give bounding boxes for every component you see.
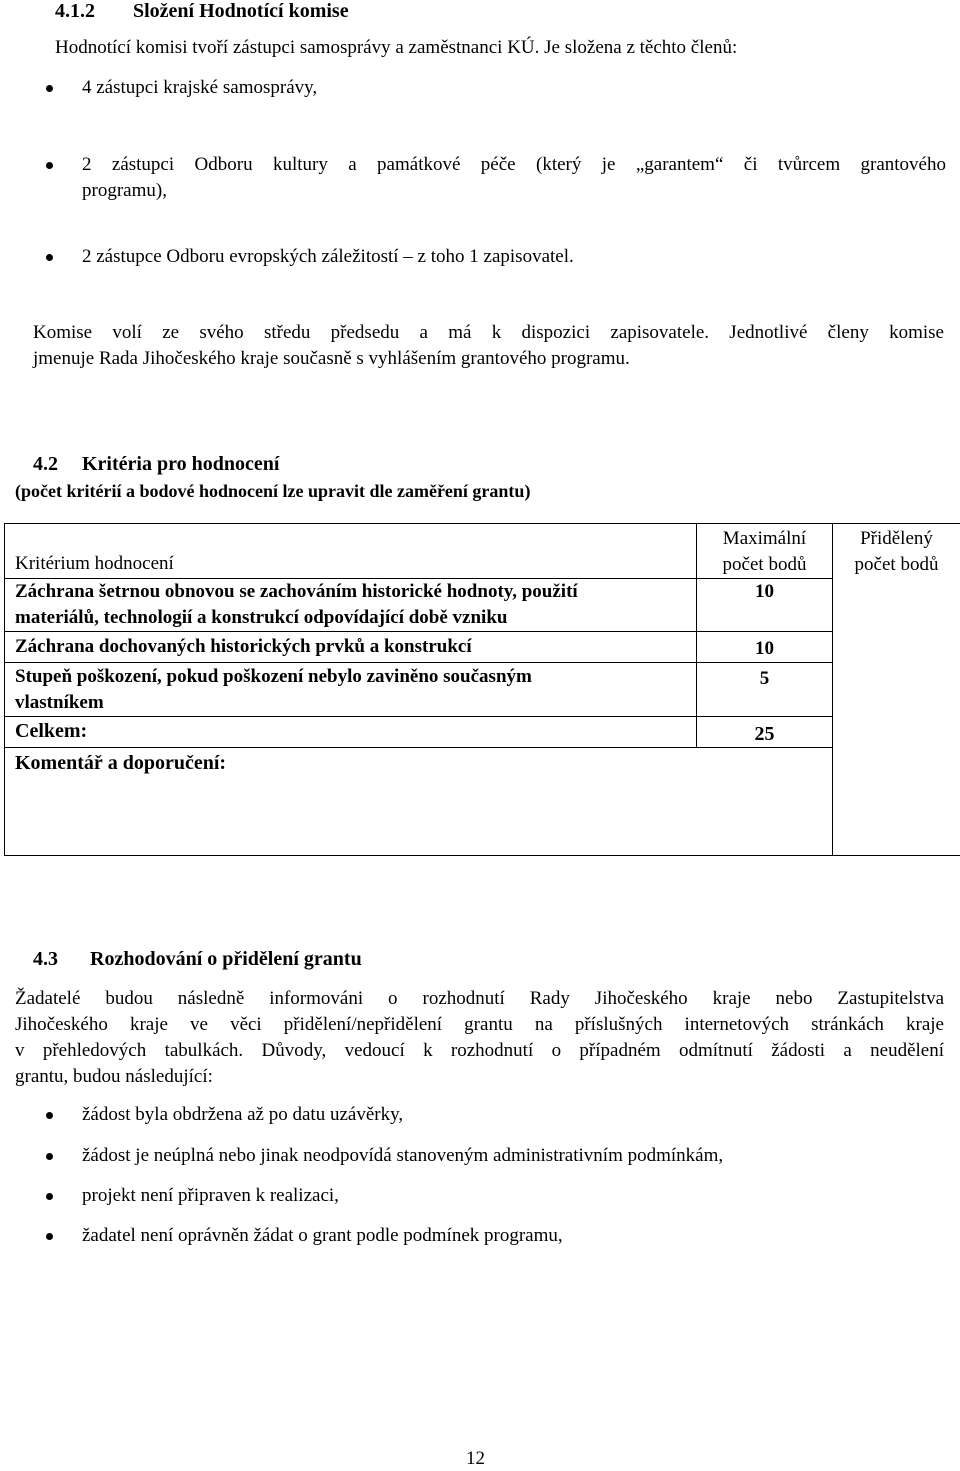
- member-item: 4 zástupci krajské samosprávy,: [82, 77, 318, 98]
- section-number: 4.2: [33, 453, 58, 475]
- paragraph-line: Komise volí ze svého středu předsedu a má k dispozici zapisovatele. Jednotlivé členy komise: [33, 322, 944, 343]
- member-item: [82, 152, 946, 204]
- section-heading-412: [55, 0, 349, 22]
- reason-item: žádost byla obdržena až po datu uzávěrky,: [82, 1104, 404, 1125]
- max-points-cell: 10: [697, 632, 833, 663]
- criterion-cell: [5, 663, 697, 717]
- col-header-line: Přidělený: [860, 528, 933, 549]
- paragraph-line: Žadatelé budou následně informováni o rozhodnutí Rady Jihočeského kraje nebo Zastupitelstva: [15, 988, 944, 1009]
- total-label: Celkem:: [5, 717, 697, 748]
- table-comment-row: [5, 748, 960, 856]
- criteria-table: [4, 523, 960, 856]
- section-heading-42: [33, 452, 279, 476]
- reason-item: projekt není připraven k realizaci,: [82, 1185, 339, 1206]
- section-title: Rozhodování o přidělení grantu: [90, 948, 362, 970]
- paragraph-line: Jihočeského kraje ve věci přidělení/nepřidělení grantu na příslušných internetových stránkách kraje: [15, 1014, 944, 1035]
- section-title: Kritéria pro hodnocení: [82, 453, 280, 475]
- table-header-row: [5, 524, 960, 579]
- committee-intro: Hodnotící komisi tvoří zástupci samosprávy a zaměstnanci KÚ. Je složena z těchto členů:: [55, 37, 738, 58]
- section-number: 4.1.2: [55, 0, 95, 22]
- member-item: 2 zástupce Odboru evropských záležitostí – z toho 1 zapisovatel.: [82, 246, 574, 267]
- bullet-icon: [46, 162, 53, 169]
- decision-paragraph: [15, 986, 944, 1090]
- paragraph-line: jmenuje Rada Jihočeského kraje současně s vyhlášením grantového programu.: [33, 348, 630, 369]
- comment-cell: Komentář a doporučení:: [5, 748, 833, 856]
- total-value: 25: [697, 717, 833, 748]
- bullet-icon: [46, 1153, 53, 1160]
- criterion-line: Stupeň poškození, pokud poškození nebylo zaviněno současným: [15, 666, 532, 687]
- table-row: [5, 632, 960, 663]
- member-item-line: 2 zástupci Odboru kultury a památkové péče (který je „garantem“ či tvůrcem grantového: [82, 154, 946, 175]
- criterion-line: Záchrana šetrnou obnovou se zachováním historické hodnoty, použití: [15, 581, 578, 602]
- bullet-icon: [46, 254, 53, 261]
- reason-item: žadatel není oprávněn žádat o grant podle podmínek programu,: [82, 1225, 563, 1246]
- committee-paragraph: [33, 320, 944, 372]
- page-number: 12: [466, 1448, 485, 1469]
- section-heading-43: [33, 946, 362, 972]
- col-header-criterion: Kritérium hodnocení: [5, 524, 697, 579]
- col-header-line: počet bodů: [722, 554, 807, 575]
- paragraph-line: v přehledových tabulkách. Důvody, vedoucí k rozhodnutí o případném odmítnutí žádosti a neudělení: [15, 1040, 944, 1061]
- criterion-line: vlastníkem: [15, 692, 104, 713]
- section-number: 4.3: [33, 948, 58, 970]
- criteria-subtitle: (počet kritérií a bodové hodnocení lze upravit dle zaměření grantu): [15, 481, 531, 501]
- col-header-max-points: [697, 524, 833, 579]
- paragraph-line: grantu, budou následující:: [15, 1066, 213, 1087]
- col-header-line: počet bodů: [854, 554, 939, 575]
- bullet-icon: [46, 1233, 53, 1240]
- criterion-cell: [5, 579, 697, 632]
- table-row: [5, 579, 960, 632]
- criterion-cell: Záchrana dochovaných historických prvků a konstrukcí: [5, 632, 697, 663]
- max-points-cell: 5: [697, 663, 833, 717]
- section-title: Složení Hodnotící komise: [133, 0, 349, 22]
- bullet-icon: [46, 1193, 53, 1200]
- table-total-row: [5, 717, 960, 748]
- bullet-icon: [46, 1112, 53, 1119]
- reason-item: žádost je neúplná nebo jinak neodpovídá stanoveným administrativním podmínkám,: [82, 1145, 724, 1166]
- max-points-cell: 10: [697, 579, 833, 632]
- col-header-assigned-points: [833, 524, 960, 856]
- member-item-line: programu),: [82, 180, 167, 201]
- criterion-line: materiálů, technologií a konstrukcí odpovídající době vzniku: [15, 607, 508, 628]
- col-header-line: Maximální: [722, 528, 807, 549]
- table-row: [5, 663, 960, 717]
- bullet-icon: [46, 85, 53, 92]
